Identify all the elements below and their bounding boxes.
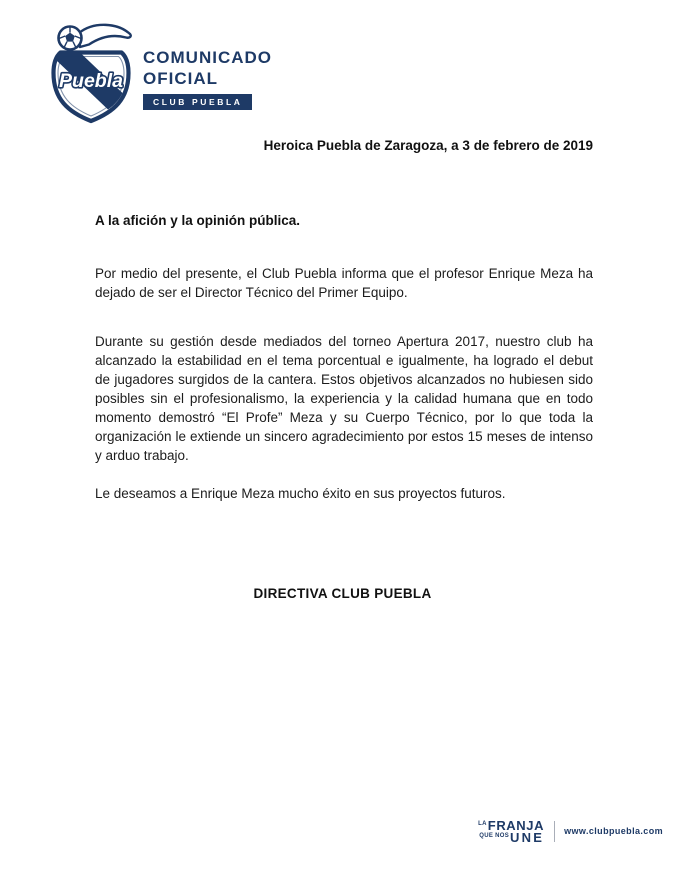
letterhead <box>143 47 272 110</box>
footer <box>478 819 663 843</box>
comunicado-title-line2: OFICIAL <box>143 69 218 88</box>
dateline: Heroica Puebla de Zaragoza, a 3 de febrero de 2019 <box>263 138 593 153</box>
la-franja-que-nos-une-logo <box>478 819 544 843</box>
salutation: A la afición y la opinión pública. <box>95 213 301 228</box>
franja-la: LA <box>478 821 487 827</box>
club-puebla-badge: CLUB PUEBLA <box>143 94 252 110</box>
closing-signature: DIRECTIVA CLUB PUEBLA <box>253 586 432 601</box>
crest-swoosh-icon <box>79 25 131 47</box>
paragraph-farewell: Le deseamos a Enrique Meza mucho éxito en sus proyectos futuros. <box>95 486 506 501</box>
franja-word1: FRANJA <box>487 818 545 833</box>
paragraph-tenure: Durante su gestión desde mediados del torneo Apertura 2017, nuestro club ha alcanzado la estabilidad en el tema porcentual e igualmente, ha logrado el debut de jugadores surgidos de la cantera. Estos objetivos alcanzados no hubiesen sido posibles sin el profesionalismo, la experiencia y la calidad humana que en todo momento demostró “El Profe” Meza y su Cuerpo Técnico, por lo que toda la organización le extiende un sincero agradecimiento por estos 15 meses de intenso y arduo trabajo. <box>95 334 593 463</box>
club-puebla-crest-icon <box>44 22 138 124</box>
crest-wordmark: Puebla <box>59 70 123 92</box>
franja-que-nos: QUE NOS <box>479 833 510 839</box>
footer-divider <box>554 821 555 842</box>
website-url: www.clubpuebla.com <box>564 826 663 836</box>
franja-row-2 <box>478 831 544 843</box>
franja-word2: UNE <box>510 830 545 845</box>
comunicado-title-line1: COMUNICADO <box>143 48 272 67</box>
paragraph-announcement: Por medio del presente, el Club Puebla informa que el profesor Enrique Meza ha dejado de ser el Director Técnico del Primer Equipo. <box>95 266 593 300</box>
